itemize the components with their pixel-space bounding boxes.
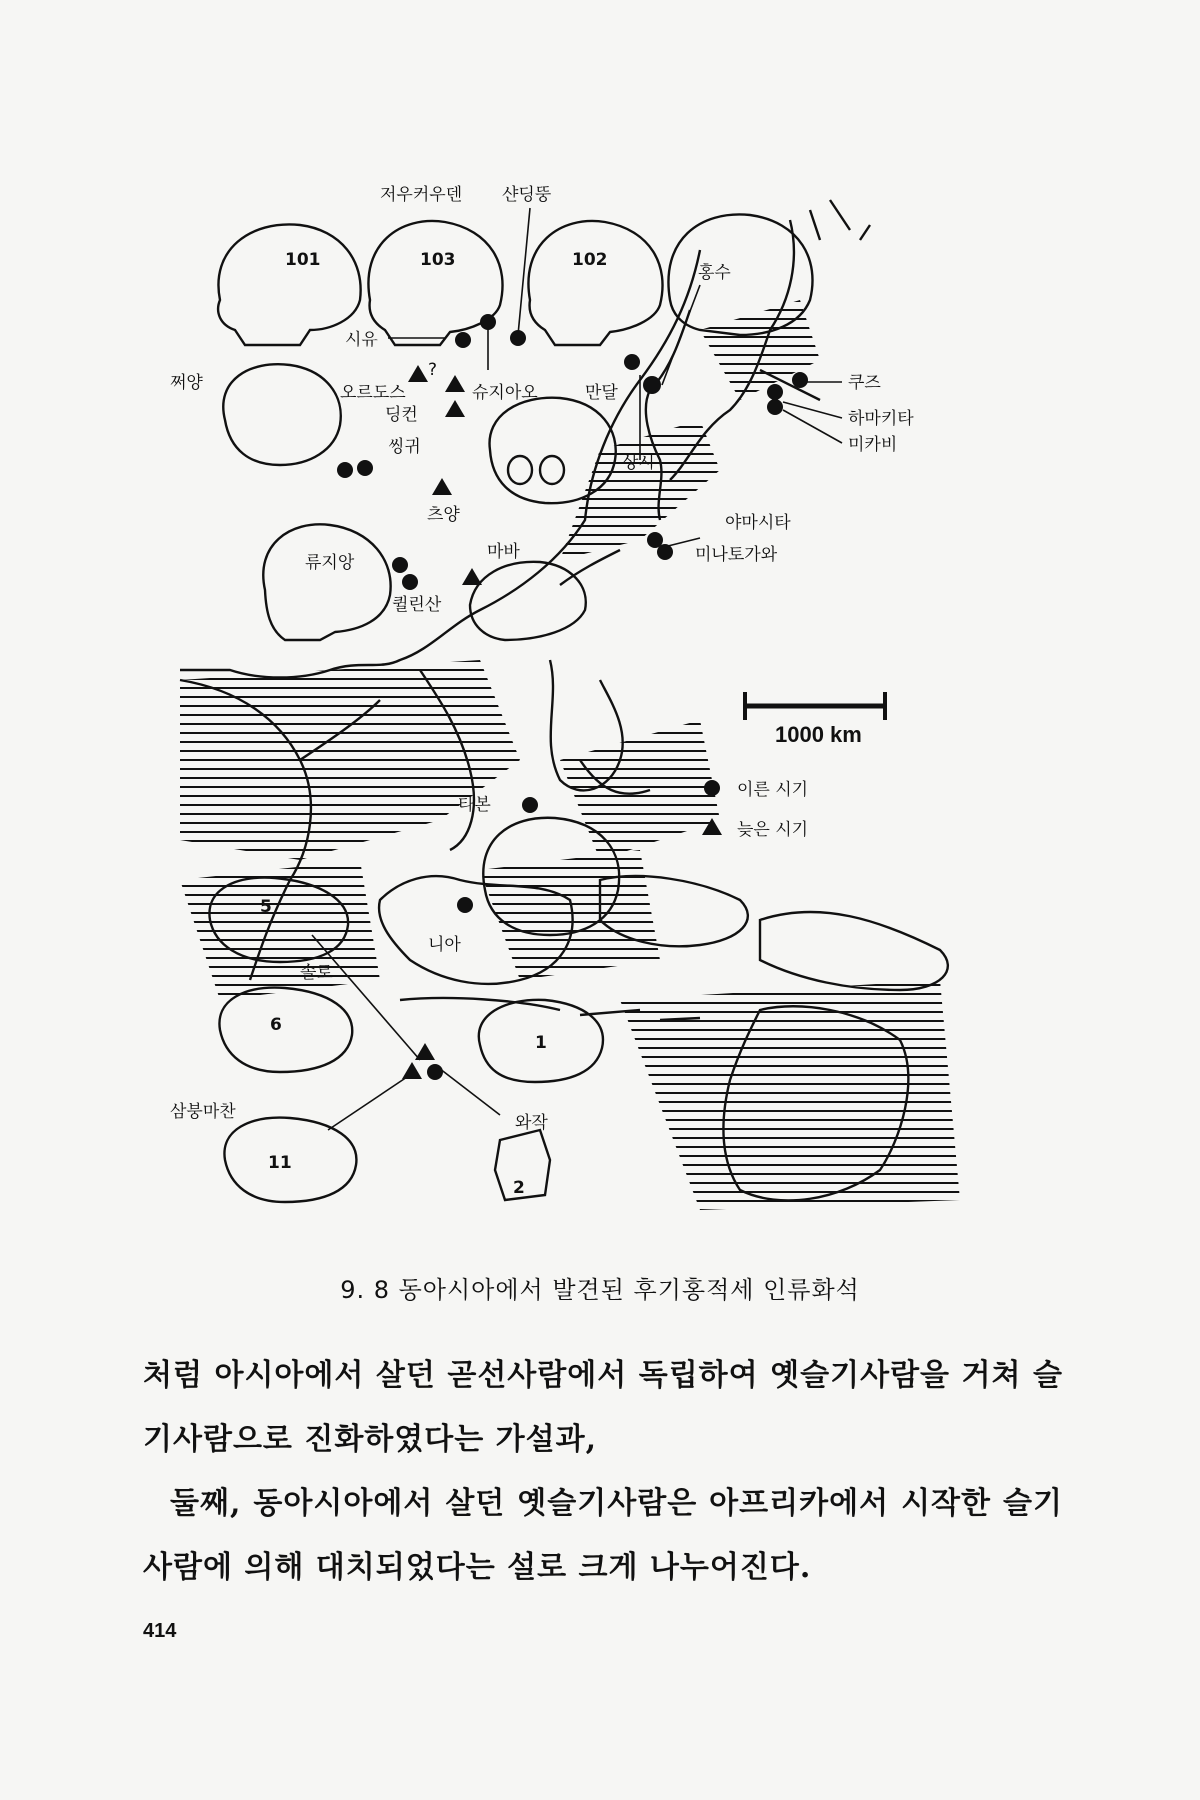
late-marker-sambungmacan [402,1062,422,1079]
early-marker-liujiang-2 [402,574,418,590]
early-marker-liujiang-1 [392,557,408,573]
early-marker-sangsi [643,376,661,394]
label-niah: 니아 [428,935,461,955]
label-maba: 마바 [487,542,520,562]
skull-drawing-maba [470,562,586,640]
figure-caption: 9. 8 동아시아에서 발견된 후기홍적세 인류화석 [340,1276,860,1304]
early-marker-kuzu [792,372,808,388]
early-marker-xinggui-1 [337,462,353,478]
skull-number-101: 101 [285,250,321,270]
label-liujiang: 류지앙 [305,553,355,573]
label-hongsu: 홍수 [698,263,731,283]
skull-drawing-102 [528,221,662,345]
early-marker-hamakita [767,384,783,400]
label-shandingdong: 샨딩뚱 [502,185,552,205]
late-marker-ordos [408,365,428,382]
skull-drawing-101 [218,224,361,345]
early-marker-xiyu [455,332,471,348]
label-ordos: 오르도스 [340,383,406,403]
scale-bar-label: 1000 km [775,722,862,747]
label-mandal: 만달 [585,383,618,403]
body-text-line-3: 둘째, 동아시아에서 살던 옛슬기사람은 아프리카에서 시작한 슬기 [170,1486,1063,1521]
skull-number-102: 102 [572,250,608,270]
skull-number-5: 5 [260,897,272,917]
skull-number-103: 103 [420,250,456,270]
label-minatogawa: 미나토가와 [695,545,778,565]
skull-number-2: 2 [513,1178,525,1198]
skull-drawing-liujiang [263,524,390,640]
page-number: 414 [143,1620,177,1642]
early-marker-xinggui-2 [357,460,373,476]
map-legend [702,779,808,840]
legend-late-label: 늦은 시기 [737,820,809,840]
late-marker-solo [415,1043,435,1060]
label-question-mark: ? [428,360,438,380]
early-marker-mikabi [767,399,783,415]
legend-early-label: 이른 시기 [737,780,809,800]
legend-early-marker [704,780,720,796]
skull-drawing-6 [219,988,352,1072]
late-marker-dingcun [445,400,465,417]
body-text-line-2: 기사람으로 진화하였다는 가설과, [143,1422,598,1457]
label-jiyang: 쩌양 [170,373,203,393]
early-marker-zhoukoudian [480,314,496,330]
label-cheuyang: 츠양 [427,505,460,525]
body-text-line-1: 처럼 아시아에서 살던 곧선사람에서 독립하여 옛슬기사람을 거쳐 슬 [143,1358,1063,1393]
label-solo: 솔로 [300,963,333,983]
early-marker-tabon [522,797,538,813]
early-marker-mandal [624,354,640,370]
label-yamashita: 야마시타 [725,513,791,533]
late-marker-cheuyang [432,478,452,495]
label-zhoukoudian: 저우커우덴 [380,185,463,205]
late-marker-ordos-2 [445,375,465,392]
label-tabon: 타본 [458,795,491,815]
label-dingcun: 딩컨 [385,405,418,425]
early-marker-wajak [427,1064,443,1080]
skull-number-1: 1 [535,1033,547,1053]
label-kuzu: 쿠즈 [848,373,881,393]
label-sambungmacan: 삼붕마찬 [170,1102,236,1122]
early-marker-minatogawa [657,544,673,560]
late-marker-maba [462,568,482,585]
scale-bar [745,692,885,747]
skull-drawing-jiyang [223,364,340,465]
early-marker-shandingdong [510,330,526,346]
early-marker-niah [457,897,473,913]
label-hamakita: 하마키타 [848,409,914,429]
label-xinggui: 씽귀 [388,437,421,457]
body-text-line-4: 사람에 의해 대치되었다는 설로 크게 나누어진다. [143,1550,812,1585]
skull-number-6: 6 [270,1015,282,1035]
label-wajak: 와작 [515,1113,548,1133]
label-qilinshan: 퀼린산 [392,595,442,615]
skull-number-11: 11 [268,1153,292,1173]
label-sangsi: 상시 [622,453,655,473]
label-shuijiaoo: 슈지아오 [472,383,538,403]
label-xiyu: 시유 [345,330,378,350]
label-mikabi: 미카비 [848,435,898,455]
